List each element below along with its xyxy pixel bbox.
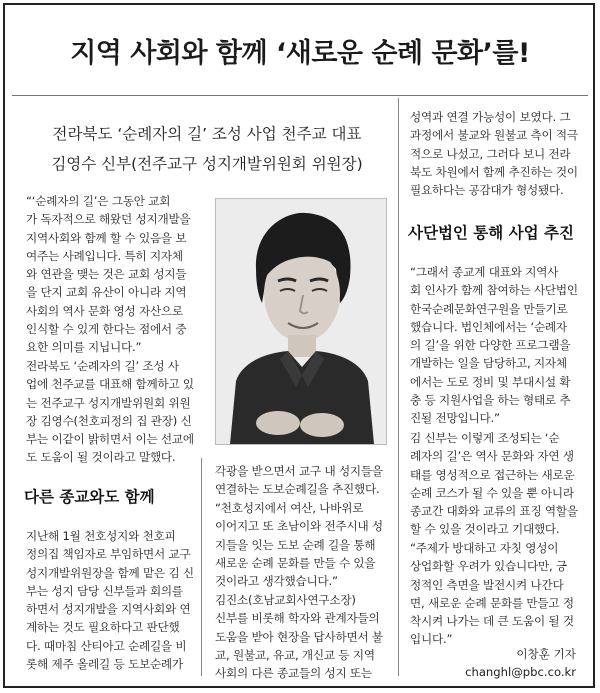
headline-divider bbox=[12, 95, 588, 96]
col3-para3: 김 신부는 이렇게 조성되는 ‘순 례자의 길’은 역사 문화와 자연 생 태를 영성적으로 접근하는 새로운 순례 코스가 될 수 있을 뿐 아니라 종교간 대화와 교류의 표징 역할을 할 수 있을 것이라고 기대했다. bbox=[410, 431, 578, 537]
col3-para2: “그래서 종교계 대표와 지역사 회 인사가 함께 참여하는 사단법인 한국순례문화연구원을 만들기로 했습니다. 법인체에서는 ‘순례자 의 길’을 위한 다양한 프로그램을 개발하는 일을 담당하고, 지자체 에서는 도로 정비 및 부대시설 확 충 등 지원사업을 하는 형태로 추 진될 전망입니다.” bbox=[410, 265, 578, 426]
col1-para2: 전라북도 ‘순례자의 길’ 조성 사 업에 천주교를 대표해 함께하고 있 는 전주교구 성지개발위원회 위원 장 김영수(천호피정의 집 관장) 신 부는 이같이 밝히면서 이는 선교에 도 도움이 될 것이라고 말했다. bbox=[26, 359, 194, 465]
col2-para1: 각광을 받으면서 교구 내 성지들을 연결하는 도보순례길을 추진했다. bbox=[215, 464, 383, 497]
col1-para3: 지난해 1월 천호성지와 천호피 정의집 책임자로 부임하면서 교구 성지개발위원장을 함께 맡은 김 신 부는 성지 담당 신부들과 회의를 하면서 성지개발을 지역사회와 연 계하는 것도 필요하다고 판단했 다. 때마침 산티아고 순례길을 비 롯해 제주 올레길 등 도보순례가 bbox=[26, 529, 194, 672]
col1-section-title: 다른 종교와도 함께 bbox=[24, 488, 155, 506]
subheadline-line2: 김영수 신부(전주교구 성지개발위원회 위원장) bbox=[51, 155, 363, 173]
col3-para4: “주제가 방대하고 자칫 영성이 상업화할 우려가 있습니다만, 긍 정적인 측면을 발전시켜 나간다 면, 새로운 순례 문화를 만들고 정 착시켜 나가는 데 큰 도움이 될 것 입니다.” bbox=[410, 541, 574, 647]
column-divider-right bbox=[398, 98, 399, 676]
article-headline: 지역 사회와 함께 ‘새로운 순례 문화’를! bbox=[70, 38, 530, 69]
col1-para1: “‘순례자의 길’은 그동안 교회 가 독자적으로 해왔던 성지개발을 지역사회와 함께 할 수 있음을 보 여주는 사례입니다. 특히 지자체 와 연관을 맺는 것은 교회 성지들 을 단지 교회 유산이 아니라 지역 사회의 역사 문화 영성 자산으로 인식할 수 있게 한다는 점에서 중 요한 의미를 지닙니다.” bbox=[26, 194, 191, 355]
col2-para3: 김진소(호남교회사연구소장) 신부를 비롯해 학자와 관계자들의 도움을 받아 현장을 답사하면서 불 교, 원불교, 유교, 개신교 등 지역 사회의 다른 종교들의 성지 또는 bbox=[215, 593, 383, 681]
subheadline-line1: 전라북도 ‘순례자의 길’ 조성 사업 천주교 대표 bbox=[52, 125, 362, 143]
col2-para2: “천호성지에서 여산, 나바위로 이어지고 또 초남이와 전주시내 성 지들을 잇는 도보 순례 길을 통해 새로운 순례 문화를 만들 수 있을 것이라고 생각했습니다.” bbox=[215, 501, 383, 589]
portrait-photo bbox=[215, 198, 387, 445]
byline-reporter: 이창훈 기자 bbox=[516, 647, 576, 661]
portrait-illustration bbox=[216, 199, 386, 444]
column-divider-left bbox=[201, 458, 202, 676]
col3-section-title: 사단법인 통해 사업 추진 bbox=[408, 224, 574, 242]
byline-email: changhl@pbc.co.kr bbox=[465, 665, 576, 679]
col3-para1: 성역과 연결 가능성이 보였다. 그 과정에서 불교와 원불교 측이 적극 적으로 나섰고, 그러다 보니 전라 북도 차원에서 함께 추진하는 것이 필요하다는 공감대가 형성됐다. bbox=[410, 110, 578, 198]
